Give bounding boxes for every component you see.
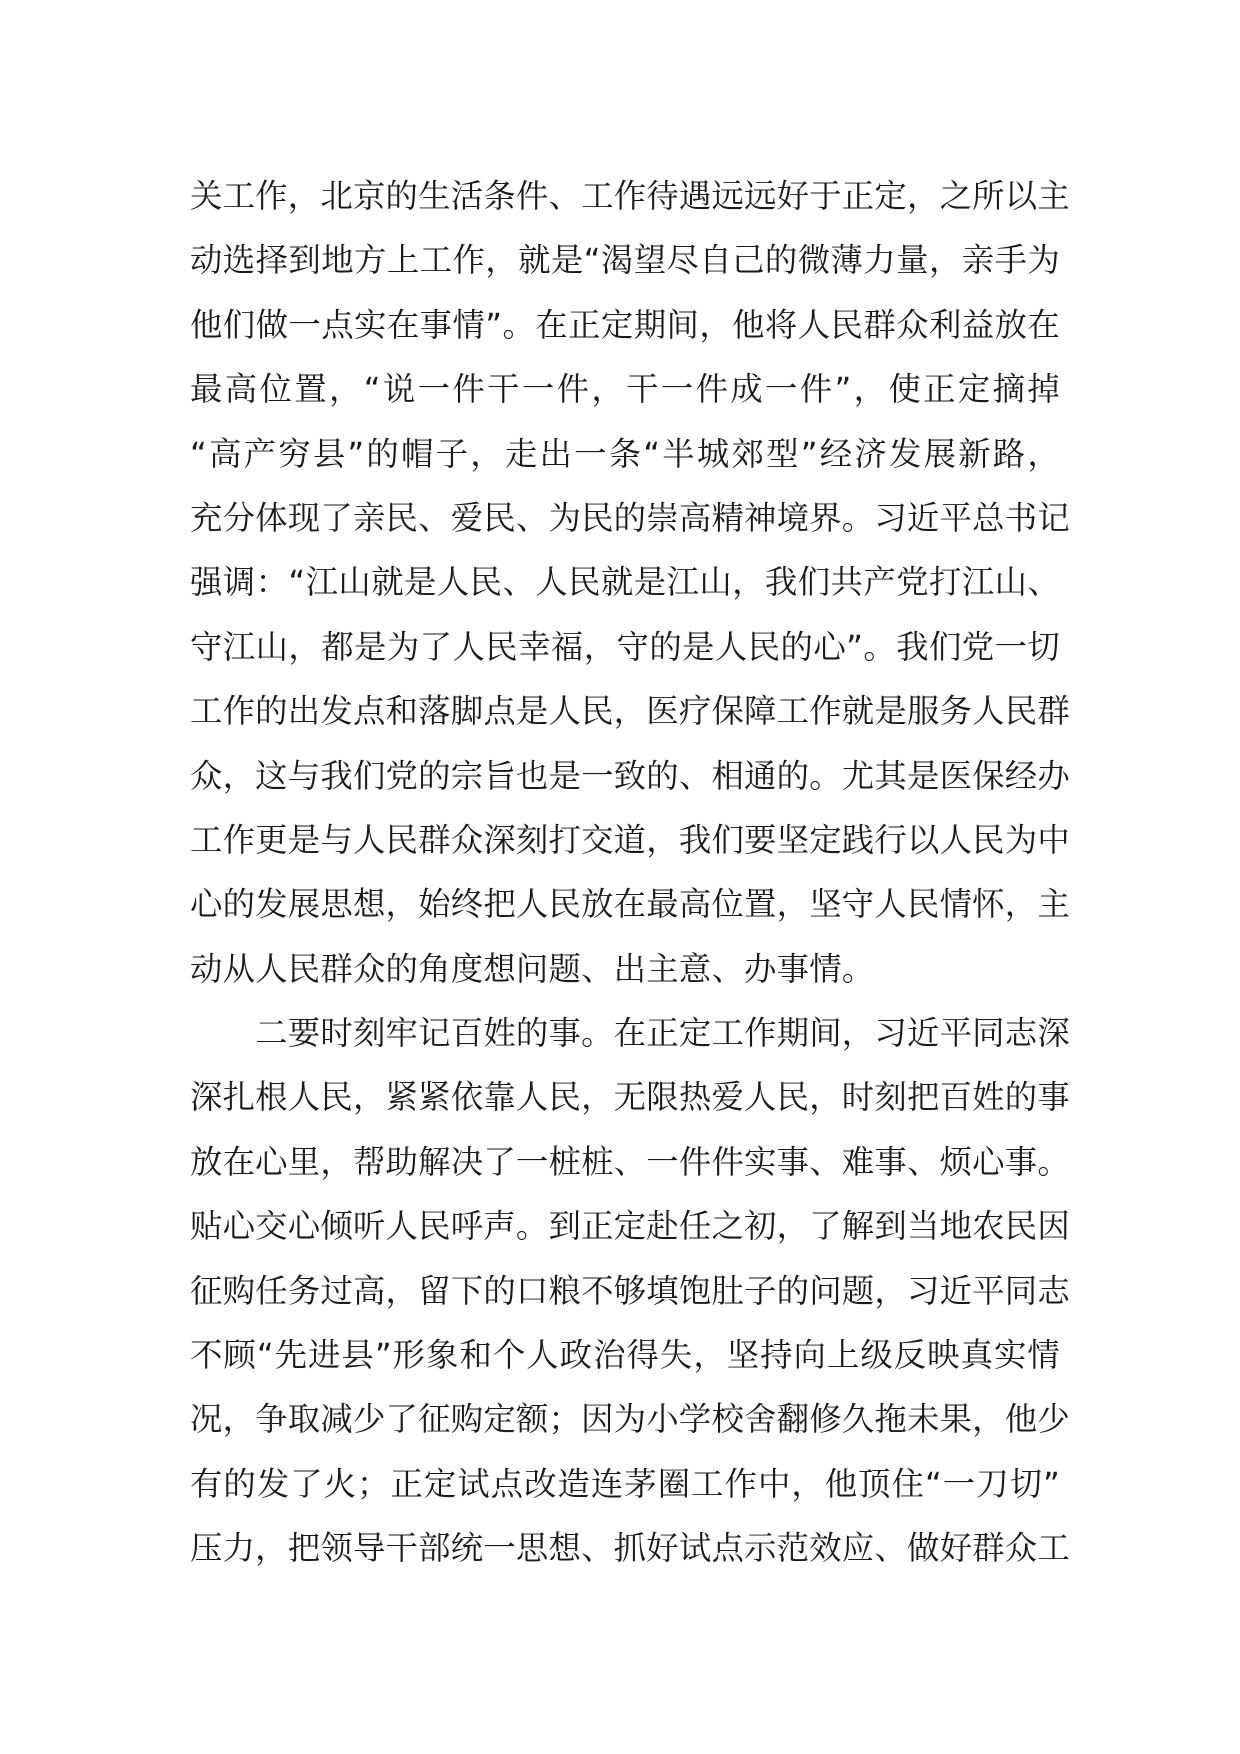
text-line: 动选择到地方上工作，就是“渴望尽自己的微薄力量，亲手为 bbox=[190, 241, 1060, 280]
text-line: 工作更是与人民群众深刻打交道，我们要坚定践行以人民为中 bbox=[190, 820, 1070, 859]
text-line: 守江山，都是为了人民幸福，守的是人民的心”。我们党一切 bbox=[190, 627, 1060, 666]
text-line: 深扎根人民，紧紧依靠人民，无限热爱人民，时刻把百姓的事 bbox=[190, 1078, 1070, 1117]
body-text bbox=[190, 164, 1070, 1581]
text-line: 有的发了火；正定试点改造连茅圈工作中，他顶住“一刀切” bbox=[190, 1464, 1060, 1503]
text-line: 众，这与我们党的宗旨也是一致的、相通的。尤其是医保经办 bbox=[190, 756, 1070, 795]
text-line: 况，争取减少了征购定额；因为小学校舍翻修久拖未果，他少 bbox=[190, 1400, 1070, 1439]
text-line: 动从人民群众的角度想问题、出主意、办事情。 bbox=[190, 949, 875, 988]
text-line: 放在心里，帮助解决了一桩桩、一件件实事、难事、烦心事。 bbox=[190, 1142, 1070, 1181]
text-line: 强调：“江山就是人民、人民就是江山，我们共产党打江山、 bbox=[190, 563, 1060, 602]
text-line: 压力，把领导干部统一思想、抓好试点示范效应、做好群众工 bbox=[190, 1529, 1070, 1568]
text-line: 贴心交心倾听人民呼声。到正定赴任之初，了解到当地农民因 bbox=[190, 1207, 1070, 1246]
text-line: 充分体现了亲民、爱民、为民的崇高精神境界。习近平总书记 bbox=[190, 498, 1070, 537]
text-line: 心的发展思想，始终把人民放在最高位置，坚守人民情怀，主 bbox=[190, 885, 1070, 924]
text-line: 不顾“先进县”形象和个人政治得失，坚持向上级反映真实情 bbox=[190, 1336, 1060, 1375]
text-line: 二要时刻牢记百姓的事。在正定工作期间，习近平同志深 bbox=[190, 1014, 1070, 1053]
text-line: 征购任务过高，留下的口粮不够填饱肚子的问题，习近平同志 bbox=[190, 1271, 1070, 1310]
text-line: 他们做一点实在事情”。在正定期间，他将人民群众利益放在 bbox=[190, 305, 1060, 344]
text-line: 工作的出发点和落脚点是人民，医疗保障工作就是服务人民群 bbox=[190, 692, 1070, 731]
text-line: 最高位置，“说一件干一件，干一件成一件”，使正定摘掉 bbox=[190, 370, 1060, 409]
text-line: 关工作，北京的生活条件、工作待遇远远好于正定，之所以主 bbox=[190, 177, 1070, 215]
text-line: “高产穷县”的帽子，走出一条“半城郊型”经济发展新路， bbox=[190, 434, 1060, 473]
